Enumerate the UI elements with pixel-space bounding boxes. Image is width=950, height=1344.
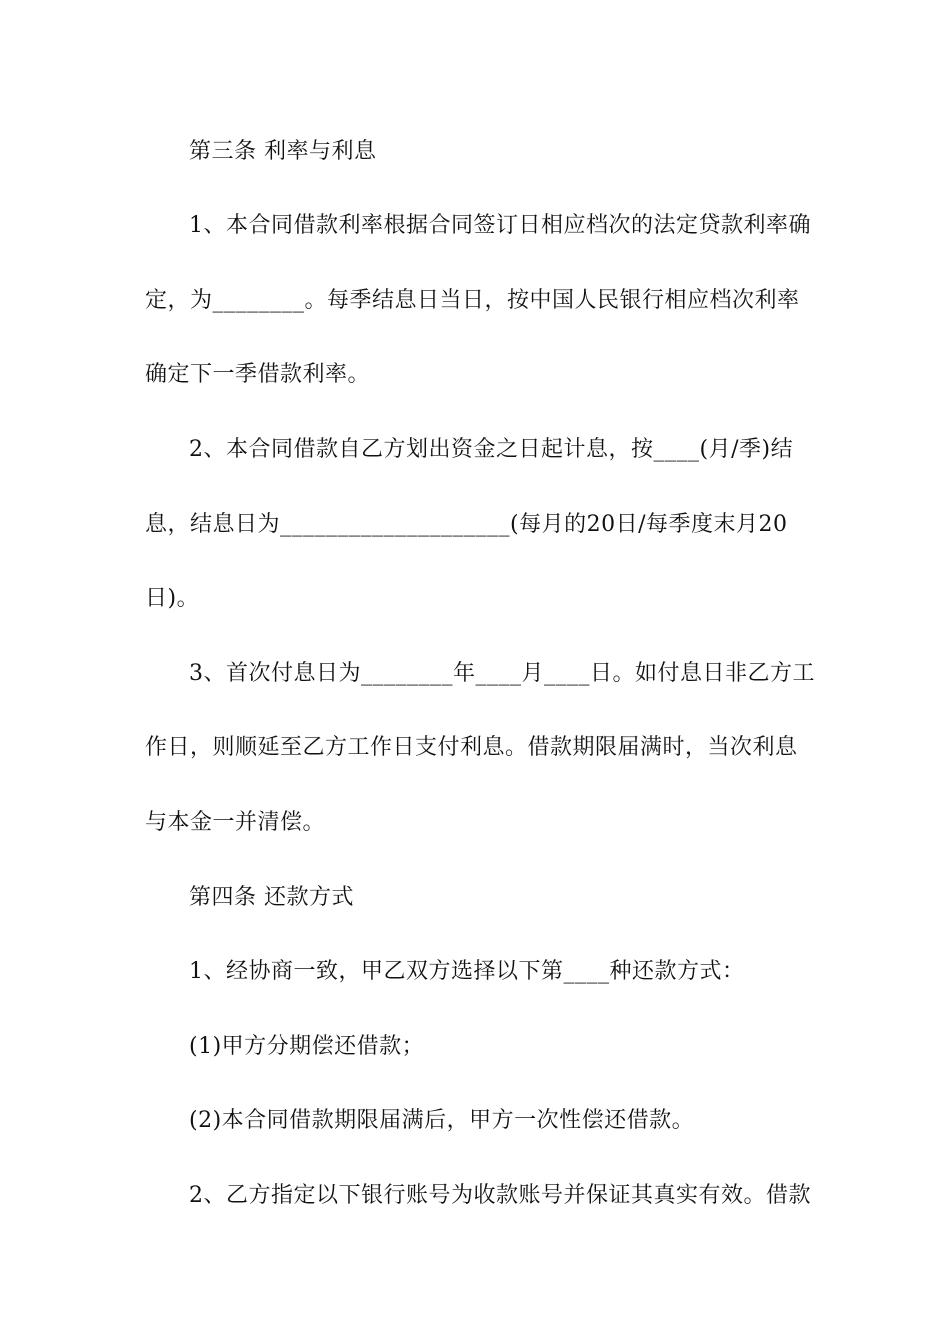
paragraph-line: 与本金一并清偿。 — [145, 810, 326, 835]
paragraph-line: 3、首次付息日为________年____月____日。如付息日非乙方工 — [189, 661, 815, 686]
paragraph-line: 日)。 — [145, 586, 200, 611]
paragraph-line: (2)本合同借款期限届满后，甲方一次性偿还借款。 — [189, 1108, 695, 1133]
paragraph-line: 确定下一季借款利率。 — [145, 362, 371, 387]
paragraph-line: 1、本合同借款利率根据合同签订日相应档次的法定贷款利率确 — [189, 213, 811, 238]
paragraph-line: 定，为________。每季结息日当日，按中国人民银行相应档次利率 — [145, 288, 800, 313]
paragraph-line: 作日，则顺延至乙方工作日支付利息。借款期限届满时，当次利息 — [145, 735, 798, 760]
paragraph-line: (1)甲方分期偿还借款； — [189, 1034, 425, 1059]
paragraph-line: 1、经协商一致，甲乙双方选择以下第____种还款方式： — [189, 959, 745, 984]
article-3-heading: 第三条 利率与利息 — [189, 139, 377, 164]
paragraph-line: 息，结息日为____________________(每月的20日/每季度末月20 — [145, 512, 788, 537]
paragraph-line: 2、乙方指定以下银行账号为收款账号并保证其真实有效。借款 — [189, 1183, 811, 1208]
paragraph-line: 2、本合同借款自乙方划出资金之日起计息，按____(月/季)结 — [189, 437, 794, 462]
article-4-heading: 第四条 还款方式 — [189, 885, 354, 910]
